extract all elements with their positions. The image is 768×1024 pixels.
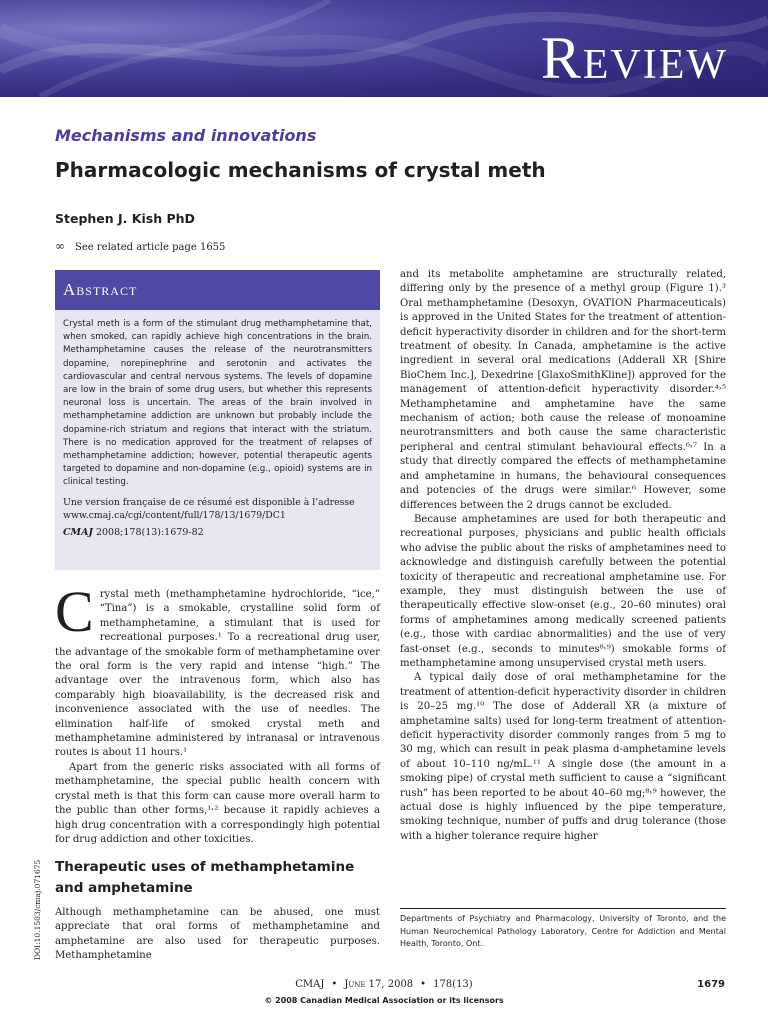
citation-journal: CMAJ xyxy=(63,526,93,538)
article-title: Pharmacologic mechanisms of crystal meth xyxy=(55,158,546,182)
abstract-box xyxy=(55,270,380,570)
citation-details: 2008;178(13):1679-82 xyxy=(92,526,204,538)
page-footer: CMAJ • June 17, 2008 • 178(13) xyxy=(295,979,473,990)
right-column-body xyxy=(400,268,726,844)
abstract-heading: Abstract xyxy=(55,270,380,310)
drop-cap: C xyxy=(55,579,94,644)
abstract-text: Crystal meth is a form of the stimulant drug methamphetamine that, when smoked, can rapidly achieve high concentrations in the brain. Methamphetamine causes the release of the neurotransmitters dopamine, norepinephrine and serotonin and activates the cardiovascular and central nervous systems. The levels of dopamine are low in the brain of some drug users, but whether this represents neuronal loss is uncertain. The areas of the brain involved in methamphetamine addiction are unknown but probably include the dopamine-rich striatum and regions that interact with the striatum. There is no medication approved for the treatment of relapses of methamphetamine addiction; however, potential therapeutic agents targeted to dopamine and non-dopamine (e.g., opioid) systems are in clinical testing. xyxy=(63,319,372,488)
article-category: Mechanisms and innovations xyxy=(55,126,317,145)
footer-journal: CMAJ xyxy=(295,979,325,990)
doi-label: DOI:10.1503/cmaj.071675 xyxy=(33,859,42,960)
author-name: Stephen J. Kish PhD xyxy=(55,211,195,226)
footer-date: June 17, 2008 xyxy=(344,979,414,990)
paragraph-therapeutic: Although methamphetamine can be abused, one must appreciate that oral forms of methamphetamine and amphetamine are also used for therapeutic purposes. Methamphetamine xyxy=(55,907,380,962)
author-affiliation: Departments of Psychiatry and Pharmacology, University of Toronto, and the Human Neurochemical Pathology Laboratory, Centre for Addiction and Mental Health, Toronto, Ont. xyxy=(400,914,726,948)
header-banner xyxy=(0,0,768,97)
section-heading-therapeutic-uses: Therapeutic uses of methamphetamine and amphetamine xyxy=(55,859,355,896)
left-column-section-body xyxy=(55,906,380,964)
footer-issue: 178(13) xyxy=(433,979,473,990)
paragraph-intro: rystal meth (methamphetamine hydrochloride, “ice,” “Tina”) is a smokable, crystalline solid form of methamphetamine, a stimulant that is used for recreational purposes.¹ To a recreational drug user, the advantage of the smokable form of methamphetamine over the oral form is the very rapid and intense “high.” The advantage over the intravenous form, which also has comparably high bioavailability, is the decreased risk and inconvenience associated with the use of needles. The elimination half-life of smoked crystal meth and methamphetamine administered by intranasal or intravenous routes is about 11 hours.¹ xyxy=(55,589,380,759)
abstract-french-note[interactable]: Une version française de ce résumé est disponible à l’adresse www.cmaj.ca/cgi/content/full/178/13/1679/DC1 xyxy=(63,496,355,522)
related-article-note xyxy=(55,239,225,253)
paragraph-risks: Because amphetamines are used for both therapeutic and recreational purposes, physicians and public health officials who advise the public about the risks of amphetamines need to acknowledge and distinguish carefully between the potential toxicity of therapeutic and recreational amphetamine use. For example, they must distinguish between the use of therapeutically effective slow-onset (e.g., 20–60 minutes) oral forms of amphetamines among medically screened patients (e.g., those with cardiac abnormalities) and the use of very fast-onset (e.g., seconds to minutes⁸˒⁹) smokable forms of methamphetamine among unsupervised crystal meth users. xyxy=(400,513,726,669)
paragraph-structure: and its metabolite amphetamine are structurally related, differing only by the presence of a methyl group (Figure 1).³ Oral methamphetamine (Desoxyn, OVATION Pharmaceuticals) is approved in the United States for the treatment of attention-deficit hyperactivity disorder in children and for the short-term treatment of obesity. In Canada, amphetamine is the active ingredient in several oral medications (Adderall XR [Shire BioChem Inc.], Dexedrine [GlaxoSmithKline]) approved for the management of attention-deficit hyperactivity disorder.⁴˒⁵ Methamphetamine and amphetamine have the same mechanism of action; both cause the release of monoamine neurotransmitters and both cause the same characteristic peripheral and central stimulant behavioural effects.⁶˒⁷ In a study that directly compared the effects of methamphetamine and amphetamine in humans, the behavioural consequences and potencies of the drugs were similar.⁶ However, some differences between the 2 drugs cannot be excluded. xyxy=(400,269,726,511)
paragraph-dose: A typical daily dose of oral methamphetamine for the treatment of attention-deficit hyperactivity disorder in children is 20–25 mg.¹⁰ The dose of Adderall XR (a mixture of amphetamine salts) used for long-term treatment of attention-deficit hyperactivity disorder commonly ranges from 5 mg to 30 mg, which can result in peak plasma d-amphetamine levels of about 10–110 ng/mL.¹¹ A single dose (the amount in a smoking pipe) of crystal meth sufficient to cause a “significant rush” has been reported to be about 40–60 mg;⁸˒⁹ however, the actual dose is highly influenced by the pipe temperature, smoking technique, number of puffs and drug tolerance (those with a higher tolerance require higher xyxy=(400,672,726,842)
related-article-link[interactable]: See related article page 1655 xyxy=(75,242,226,253)
abstract-citation xyxy=(55,523,380,538)
infinity-icon: ∞ xyxy=(55,239,65,253)
page-number: 1679 xyxy=(697,979,725,990)
paragraph-public-health: Apart from the generic risks associated with all forms of methamphetamine, the special public health concern with crystal meth is that this form can cause more overall harm to the public than other forms,¹˒² because it rapidly achieves a high drug concentration with a correspondingly high potential for drug addiction and other toxicities. xyxy=(55,761,380,845)
affiliation-divider xyxy=(400,908,726,909)
section-label-review: Review xyxy=(540,25,728,91)
copyright-notice: © 2008 Canadian Medical Association or its licensors xyxy=(264,996,504,1005)
left-column-body xyxy=(55,579,380,847)
